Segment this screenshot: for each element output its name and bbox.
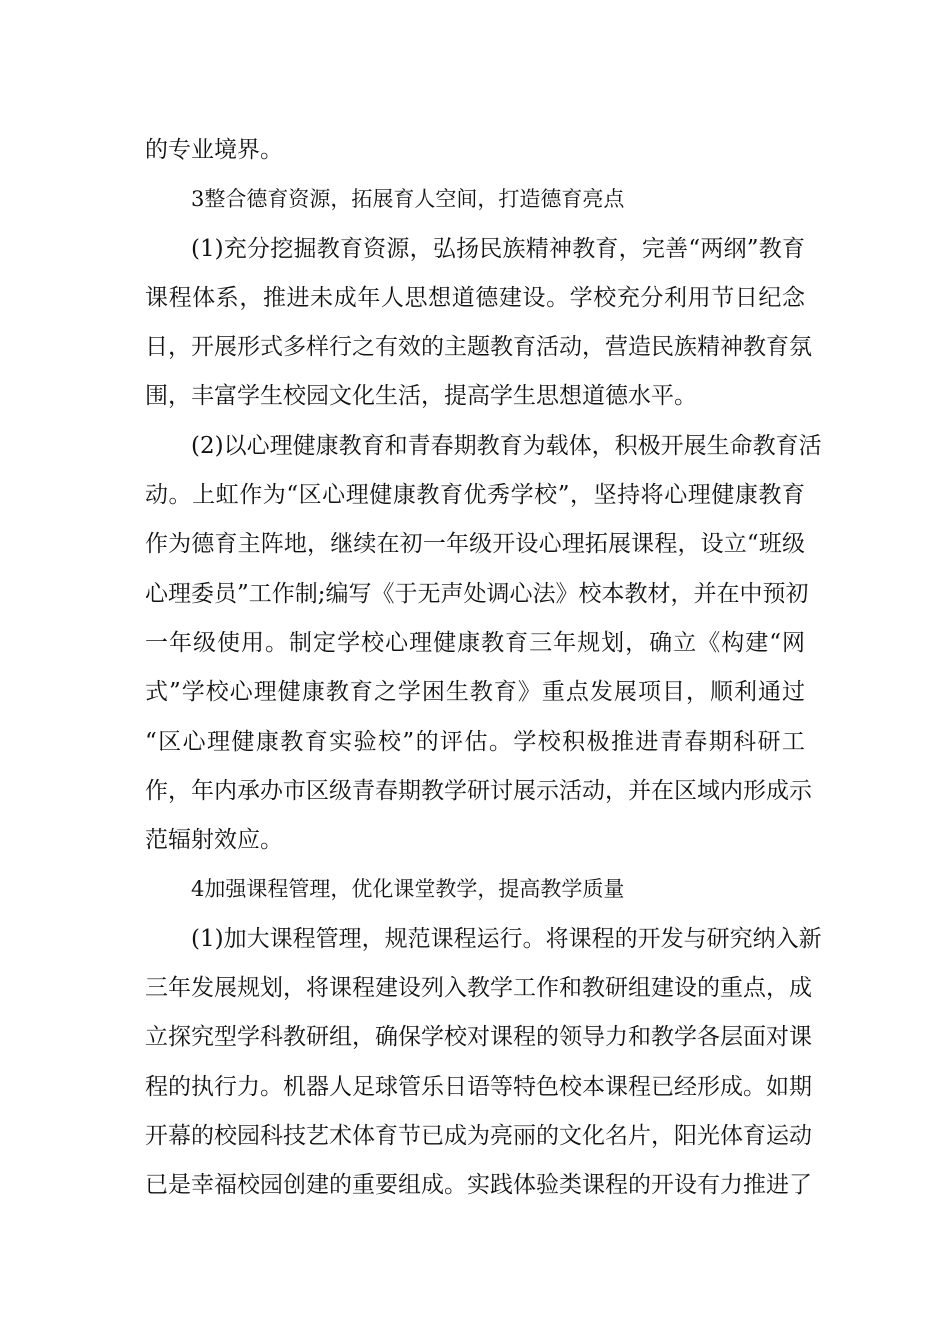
paragraph-line: 已是幸福校园创建的重要组成。实践体验类课程的开设有力推进了 <box>145 1172 812 1199</box>
paragraph-line: 日，开展形式多样行之有效的主题教育活动，营造民族精神教育氛 <box>145 334 812 361</box>
section-heading: 3整合德育资源，拓展育人空间，打造德育亮点 <box>191 187 625 212</box>
paragraph-line: (1)加大课程管理，规范课程运行。将课程的开发与研究纳入新 <box>191 925 822 952</box>
paragraph-line: 作，年内承办市区级青春期教学研讨展示活动，并在区域内形成示 <box>145 777 812 804</box>
paragraph-line: 范辐射效应。 <box>145 827 283 854</box>
paragraph-line: 心理委员”工作制;编写《于无声处调心法》校本教材，并在中预初 <box>145 580 809 607</box>
document-body <box>145 126 822 1211</box>
paragraph-line: 的专业境界。 <box>145 137 283 163</box>
paragraph-line: 立探究型学科教研组，确保学校对课程的领导力和教学各层面对课 <box>145 1024 812 1051</box>
paragraph-line: 动。上虹作为“区心理健康教育优秀学校”，坚持将心理健康教育 <box>145 482 805 509</box>
section-heading: 4加强课程管理，优化课堂教学，提高教学质量 <box>191 877 625 902</box>
paragraph-line: (2)以心理健康教育和青春期教育为载体，积极开展生命教育活 <box>191 432 822 459</box>
paragraph-line: 开幕的校园科技艺术体育节已成为亮丽的文化名片，阳光体育运动 <box>145 1122 812 1149</box>
paragraph-line: 一年级使用。制定学校心理健康教育三年规划，确立《构建“网 <box>145 629 805 656</box>
paragraph-line: “区心理健康教育实验校”的评估。学校积极推进青春期科研工 <box>145 728 805 755</box>
paragraph-line: 程的执行力。机器人足球管乐日语等特色校本课程已经形成。如期 <box>145 1073 812 1100</box>
paragraph-line: 式”学校心理健康教育之学困生教育》重点发展项目，顺利通过 <box>145 679 805 706</box>
paragraph-line: (1)充分挖掘教育资源，弘扬民族精神教育，完善“两纲”教育 <box>191 235 805 262</box>
paragraph-line: 围，丰富学生校园文化生活，提高学生思想道德水平。 <box>145 383 697 410</box>
paragraph-line: 作为德育主阵地，继续在初一年级开设心理拓展课程，设立“班级 <box>145 531 805 558</box>
paragraph-line: 课程体系，推进未成年人思想道德建设。学校充分利用节日纪念 <box>145 284 805 311</box>
paragraph-line: 三年发展规划，将课程建设列入教学工作和教研组建设的重点，成 <box>145 975 812 1002</box>
